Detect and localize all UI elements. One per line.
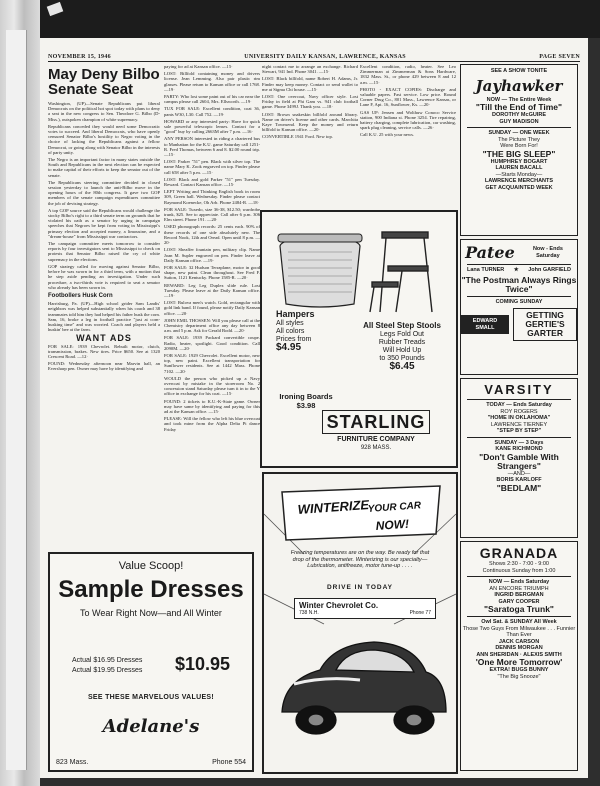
winter-body: Freezing temperatures are on the way. Be ready for that drop of the thermometer. Winterizing is our specialty—Lubrication, antifreeze, motor tune-up . . . .	[290, 550, 430, 570]
want-ad: WOULD the person who picked up a Navy overcoat by mistake in the storeroom No. 2 concession stand Saturday please turn it in to the Y office in exchange for his coat. —15·	[164, 375, 260, 397]
jayhawker-title: "Till the End of Time"	[475, 102, 563, 112]
jayhawker-ad	[460, 64, 578, 236]
want-ads-col1	[48, 344, 160, 372]
want-ad: TUX FOR SALE: Excellent condition, coat 36, pants W30, L30. Call 752. —19·	[164, 106, 260, 117]
car-illustration	[282, 642, 446, 734]
ad-title: Sample Dresses	[58, 576, 244, 603]
jayhawker-then: LAWRENCE MERCHANTS GET ACQUAINTED WEEK	[484, 178, 554, 191]
stools-line4: to 350 Pounds	[379, 355, 425, 362]
patee-coming-star: EDWARD SMALL	[461, 315, 509, 334]
want-ad: LOST: Black billfold, name Robert H. Adams, Jr. Finder may keep money. Contact or send wallet to me at Sigma Chi house. —15·	[262, 76, 358, 92]
want-ad: FOUND: 2 tickets to K.U.-K-State game. Owner may have same by identifying and paying for this ad at the Kansan office. —15·	[164, 398, 260, 414]
varsity-line3: LAWRENCE TIERNEY	[490, 421, 548, 428]
starling-brand	[306, 412, 446, 451]
article-body	[48, 101, 160, 290]
varsity-now: TODAY — Ends Saturday	[486, 402, 552, 408]
want-ad: PLEASE: Will the fellow who left his blue overcoat and took mine from the Alpha Delta Pi dance Friday	[164, 416, 260, 432]
masthead-date: NOVEMBER 15, 1946	[48, 54, 111, 60]
want-ad: LOST: Black and gold Parker "51" pen Tuesday. Reward. Contact Kansan office. —15·	[164, 176, 260, 188]
patee-ad	[460, 239, 578, 375]
patee-title: "The Postman Always Rings Twice"	[461, 274, 577, 294]
article-headline: May Deny Bilbo Senate Seat	[48, 66, 160, 98]
winter-phone: Phone 77	[409, 610, 431, 616]
stools-line3: Will Hold Up	[382, 347, 422, 354]
granada-cast: JACK CARSON DENNIS MORGAN ANN SHERIDAN · ALEXIS SMITH	[476, 638, 562, 658]
varsity-sunday: SUNDAY — 3 Days	[494, 439, 544, 446]
starling-logo: STARLING	[322, 410, 431, 434]
ad-footer	[56, 759, 246, 766]
varsity-title3: "BEDLAM"	[496, 482, 542, 493]
ad-price-line2: Actual $19.95 Dresses	[72, 667, 143, 674]
want-ad: LOST: One overcoat, Navy officer style. Lost Friday in field at Phi Gam vs. 941 club football game. Phone 3499J. Thank you. —18·	[262, 94, 358, 110]
varsity-star3: BORIS KARLOFF	[496, 477, 542, 483]
hampers-text	[276, 310, 315, 353]
scan-top-edge	[0, 0, 600, 38]
ironing-price: $3.98	[296, 401, 316, 410]
ironing-text	[270, 392, 342, 410]
article-paragraph: The Negro is an important factor in many states outside the South and Republicans in the next election can be expected to make capital of their efforts to keep the senator out of the senate.	[48, 157, 160, 178]
winter-drive: DRIVE IN TODAY	[326, 584, 393, 591]
hampers-line1: All styles	[276, 320, 304, 327]
paper-clip	[47, 2, 64, 16]
granada-logo: GRANADA	[479, 545, 559, 561]
stools-line2: Rubber Treads	[378, 339, 426, 346]
granada-cont: Continuous Sunday from 1:00	[482, 567, 556, 574]
want-ad: LOST: Bulova men's watch. Gold, rectangular with gold link band. If found, please notify Daily Kansan office. —20·	[164, 300, 260, 316]
scan-binding-edge	[0, 0, 40, 786]
banner-line3: NOW!	[375, 516, 410, 533]
granada-shows: Shows 2:30 - 7:00 - 9:00	[489, 561, 549, 567]
ad-phone: Phone 554	[212, 759, 246, 766]
hamper-illustration	[278, 234, 362, 307]
hampers-line2: All colors	[276, 328, 305, 335]
jayhawker-starts: —Starts Monday—	[495, 171, 543, 178]
granada-ad	[460, 541, 578, 771]
winterize-art	[264, 474, 456, 772]
theater-column	[460, 64, 578, 774]
want-ad: LOST: Brown snakeskin billfold around library. Name on driver's license and other cards. Marchita Kaye Townsend. Keep the money and return billfold to Kansan office. —20·	[262, 111, 358, 133]
want-ad: LOST: Parker "51" pen. Black with silver top. The name Mary K. Zook engraved on top. Finder please call 658 after 5 p.m. —15·	[164, 159, 260, 175]
step-stool-illustration	[370, 232, 432, 312]
varsity-logo: VARSITY	[484, 382, 554, 397]
want-ad: PARTY: Who lost some paint out of his car near the campus please call 2604, Mrs. Ellsworth. —19·	[164, 94, 260, 105]
patee-now: Now - Ends Saturday	[532, 246, 563, 259]
want-ad: JOHN EMIL THOSSEN: Will you please call at the Chemistry department office any day between 8 a.m. and 5 p.m. Ask for Gerald Bodd. —20·	[164, 317, 260, 334]
want-ad: FOR SALE: 1939 Packard convertible coupe. Radio, heater, spotlight. Good condition. Call 2090M. —20·	[164, 335, 260, 351]
want-ad: PHOTO - EXACT COPIES: Discharge and valuable papers. Fast service. Low price. Round Corner Drug Co., 801 Mass., Lawrence Kansas, or Lane F, Apt. 16, Sunflower, Ks. —20·	[360, 86, 456, 108]
ad-price-line1: Actual $16.95 Dresses	[72, 657, 143, 664]
hampers-price: $4.95	[276, 342, 302, 353]
article-paragraph: GOP strategy called for moving against Senator Bilbo, before he was sworn in for a third term, with a motion that he step aside pending an investigation. Under such procedure, a two-thirds vote is required to seat a senator who already has been sworn in.	[48, 263, 160, 290]
stools-text	[356, 322, 448, 372]
patee-star2: John GARFIELD	[528, 267, 571, 273]
winter-dealer	[294, 598, 436, 619]
want-ad: FOR SALE: 32 Hudson Terraplane, motor in good shape, new paint. Clean throughout. See Fred F. Sutton, 1121 Kentucky. Phone 1585-R. —20·	[164, 264, 260, 281]
ad-sale-price: $10.95	[174, 654, 230, 674]
jayhawker-sunday-title: "THE BIG SLEEP"	[482, 148, 556, 159]
want-ads-heading: WANT ADS	[76, 333, 132, 344]
varsity-line1: ROY ROGERS	[500, 408, 538, 415]
jayhawker-picture1: The Picture They	[498, 136, 540, 143]
winter-dealer-name: Winter Chevrolet Co.	[299, 601, 379, 610]
want-ad: REWARD: Leg Leg Duplex slide rule. Lost Tuesday. Please leave at the Daily Kansan office. —19·	[164, 282, 260, 298]
jayhawker-logo: Jayhawker	[475, 76, 563, 95]
want-ad: USED phonograph records: 25 cents each. 90% of these records of one side absolutely new. The Record Nook, 12th and Oread. Open until 8 p.m. —20·	[164, 224, 260, 246]
banner-line1: WINTERIZE	[297, 497, 370, 517]
winter-dealer-info	[299, 610, 431, 616]
granada-title2: 'One More Tomorrow'	[475, 657, 563, 667]
varsity-sunday-title: "Don't Gamble With Strangers"	[479, 451, 559, 471]
masthead-paper: UNIVERSITY DAILY KANSAN, LAWRENCE, KANSAS	[244, 54, 406, 60]
want-ad: FOR SALE: 1939 Chevrolet. Rebuilt motor, clutch, transmission, brakes. New tires. Price $650. See at 1320 Crescent Road. —12·	[48, 343, 160, 359]
varsity-ad	[460, 378, 578, 538]
varsity-and: —AND—	[507, 470, 531, 477]
want-ad: FOUND: Wednesday afternoon near Marvin hall, an Eversharp pen. Owner may have by identifying and	[48, 361, 160, 372]
ad-headline: Value Scoop!	[118, 560, 184, 572]
adelanes-ad	[48, 552, 254, 772]
article-paragraph: A top GOP source said the Republicans would challenge the stocky Bilbo's right to a third senate term on grounds that he violated his oath as a senator by urging in campaign speeches that Negroes be kept from voting in Mississippi's primary election and accepted money, a limousine, and a "dream-house" from Mississippi war contractors.	[48, 207, 160, 239]
newspaper-page	[40, 38, 588, 778]
want-ad: ANY PERSON interested in riding a chartered bus to Manhattan for the K.U. game Saturday call 1251-R. Fred Thomas, between 6 and 8. $2.00 round trip. —15·	[164, 136, 260, 158]
column-4	[360, 64, 456, 204]
banner-line2: YOUR CAR	[367, 500, 422, 515]
star-icon: ★	[513, 267, 519, 273]
jayhawker-stars: DOROTHY McGUIRE GUY MADISON	[492, 112, 546, 125]
want-ad: CONVERTIBLE 1941 Ford. New top.	[262, 134, 333, 140]
winter-chevrolet-ad	[262, 472, 458, 774]
ad-tagline: SEE THESE MARVELOUS VALUES!	[87, 694, 215, 701]
ironing-title: Ironing Boards	[279, 392, 333, 401]
want-ad: Excellent condition, radio, heater. See Leo Zimmerman at Zimmerman & Sons Hardware, 1832 Mass. St., or phone 429 between 8 and 12 a.m. —15·	[360, 64, 456, 85]
hampers-prices-label: Prices from	[276, 336, 312, 343]
want-ad: paying for ad at Kansan office. —15·	[164, 64, 233, 69]
granada-star1: INGRID BERGMAN	[494, 592, 544, 598]
patee-coming: COMING SUNDAY	[495, 298, 543, 305]
article-paragraph: Washington, (UP)—Senate Republicans put liberal Democrats on the political hot spot today with plans to deny a seat in the new congress to Sen. Theodore G. Bilbo (D-Miss.), outspoken champion of white supremacy.	[48, 101, 160, 122]
hampers-title: Hampers	[276, 309, 315, 319]
ad-prices	[72, 656, 142, 676]
granada-now: NOW — Ends Saturday	[488, 579, 550, 585]
granada-encore: AN ENCORE TRIUMPH	[489, 585, 549, 592]
starling-sub: FURNITURE COMPANY	[337, 436, 415, 443]
jayhawker-picture2: Were Born For!	[500, 143, 538, 149]
article-paragraph: The campaign committee meets tomorrow to consider reports by four investigators sent to Mississippi to check on protests that Senator Bilbo raised the cry of white supremacy in the elections.	[48, 241, 160, 262]
stools-price: $6.45	[389, 361, 415, 372]
want-ad: FOR SALE: Tuxedo, size 36-38, $12.50; wardrobe trunk, $25. See to appreciate. Call after 6 p.m. 306 Elm street. Phone 191. —20·	[164, 206, 260, 223]
want-ad: night contact me to arrange an exchange. Richard Stewart, 941 Ind. Phone 3041. —15·	[262, 64, 358, 75]
column-1	[48, 64, 160, 544]
want-ad: LOST: Billfold containing money and drivers license. Jean Lemming. Also pair plastic rim glasses. Please return to Kansan office or call 1768. —19·	[164, 71, 260, 92]
jayhawker-sunday-stars: HUMPHREY BOGART LAUREN BACALL	[490, 158, 548, 171]
granada-owl: Owl Sat. & SUNDAY All Week	[481, 619, 557, 625]
masthead-page: PAGE SEVEN	[539, 54, 580, 60]
jayhawker-see: SEE A SHOW TONITE	[490, 68, 548, 74]
varsity-line4: "STEP BY STEP"	[496, 428, 542, 434]
jayhawker-now: NOW — The Entire Week	[486, 96, 552, 103]
patee-logo: Patee	[465, 243, 515, 262]
patee-coming-title: GETTING GERTIE'S GARTER	[513, 308, 577, 341]
masthead	[48, 54, 580, 62]
ad-address: 823 Mass.	[56, 759, 89, 766]
want-ad: HOWARD or any interested party: Have for quick sale powerful telescopic lenses. Contact for a "good" buy by calling 2663M after 7 p.m. —16·	[164, 118, 260, 135]
column-2	[164, 64, 260, 454]
want-ad: Call K.U. 25 with your news.	[360, 132, 415, 138]
patee-star1: Lana TURNER	[467, 267, 505, 273]
want-ad: LEFT Writing and Thinking English book in room 309, Green hall. Wednesday. Finder please contact Raymond Koenecke, Oh Arb. Phone 2484-R. —18·	[164, 189, 260, 205]
article-paragraph: The Republicans steering committee decided in closed session yesterday to launch the anti-Bilbo move in the opening hours of the 80th congress. It gave two GOP members of the senate campaign expenditures committee the job of devising strategy.	[48, 179, 160, 206]
want-ad: FOR SALE: 1929 Chevrolet. Excellent motor, new top, new paint. Excellent transportation for Sunflower residents. See at 1442 Mass. Phone 7102. —20·	[164, 352, 260, 374]
want-ad: LOST: Sheaffer fountain pen, military clip. Name Joan M. Supler engraved on pen. Finder leave at Daily Kansan office. —19·	[164, 247, 260, 263]
granada-those: Those Two Guys From Milwaukee . . . Funnier Than Ever	[462, 625, 576, 638]
granada-extra: EXTRA! BUGS BUNNY	[489, 667, 549, 673]
granada-star2: GARY COOPER	[498, 598, 540, 605]
starling-ad	[260, 210, 458, 468]
winter-address: 738 N.H.	[299, 610, 319, 616]
article2-body: Harrisburg, Pa. (UP)—High school grider Sam Landis' neighbors was helped substantially when his coach and 38 teammates told him they had helped his father husk the corn. Sam, 16, broke a leg in football practice "just at corn-husking time" and was worried. Coach and players held a huskin' bee at the farm.	[48, 301, 160, 333]
varsity-line2: "HOME IN OKLAHOMA"	[487, 415, 551, 421]
granada-extra-title: "The Big Snooze"	[497, 673, 541, 680]
jayhawker-sunday: SUNDAY — ONE WEEK	[488, 130, 550, 136]
want-ad: GAS UP: Jensen and Wolthuw Conoco Service station, 900 Indiana st. Phone 3254. Tire repairing, battery charging, complete lubrication, car washing, spark plug cleaning, service calls. —26·	[360, 109, 456, 131]
granada-title: "Saratoga Trunk"	[484, 604, 554, 614]
article2-headline: Footbollers Husk Corn	[48, 292, 113, 299]
article-paragraph: Republicans conceded they would need some Democratic votes to succeed. And liberal Democrats, who have openly censured Senator Bilbo's hostility to Negro voting in the choice of lacking the Republicans against a fellow Democrat, or going along with Senator Bilbo in the interests of party unity.	[48, 123, 160, 155]
starling-address: 928 MASS.	[360, 445, 392, 451]
adelanes-logo: Adelane's	[102, 716, 200, 737]
varsity-sunday-star: KANE RICHMOND	[495, 446, 543, 452]
column-3	[262, 64, 358, 204]
stools-title: All Steel Step Stools	[363, 321, 441, 330]
ad-subtitle: To Wear Right Now—and All Winter	[80, 608, 222, 618]
stools-line1: Legs Fold Out	[380, 331, 424, 338]
